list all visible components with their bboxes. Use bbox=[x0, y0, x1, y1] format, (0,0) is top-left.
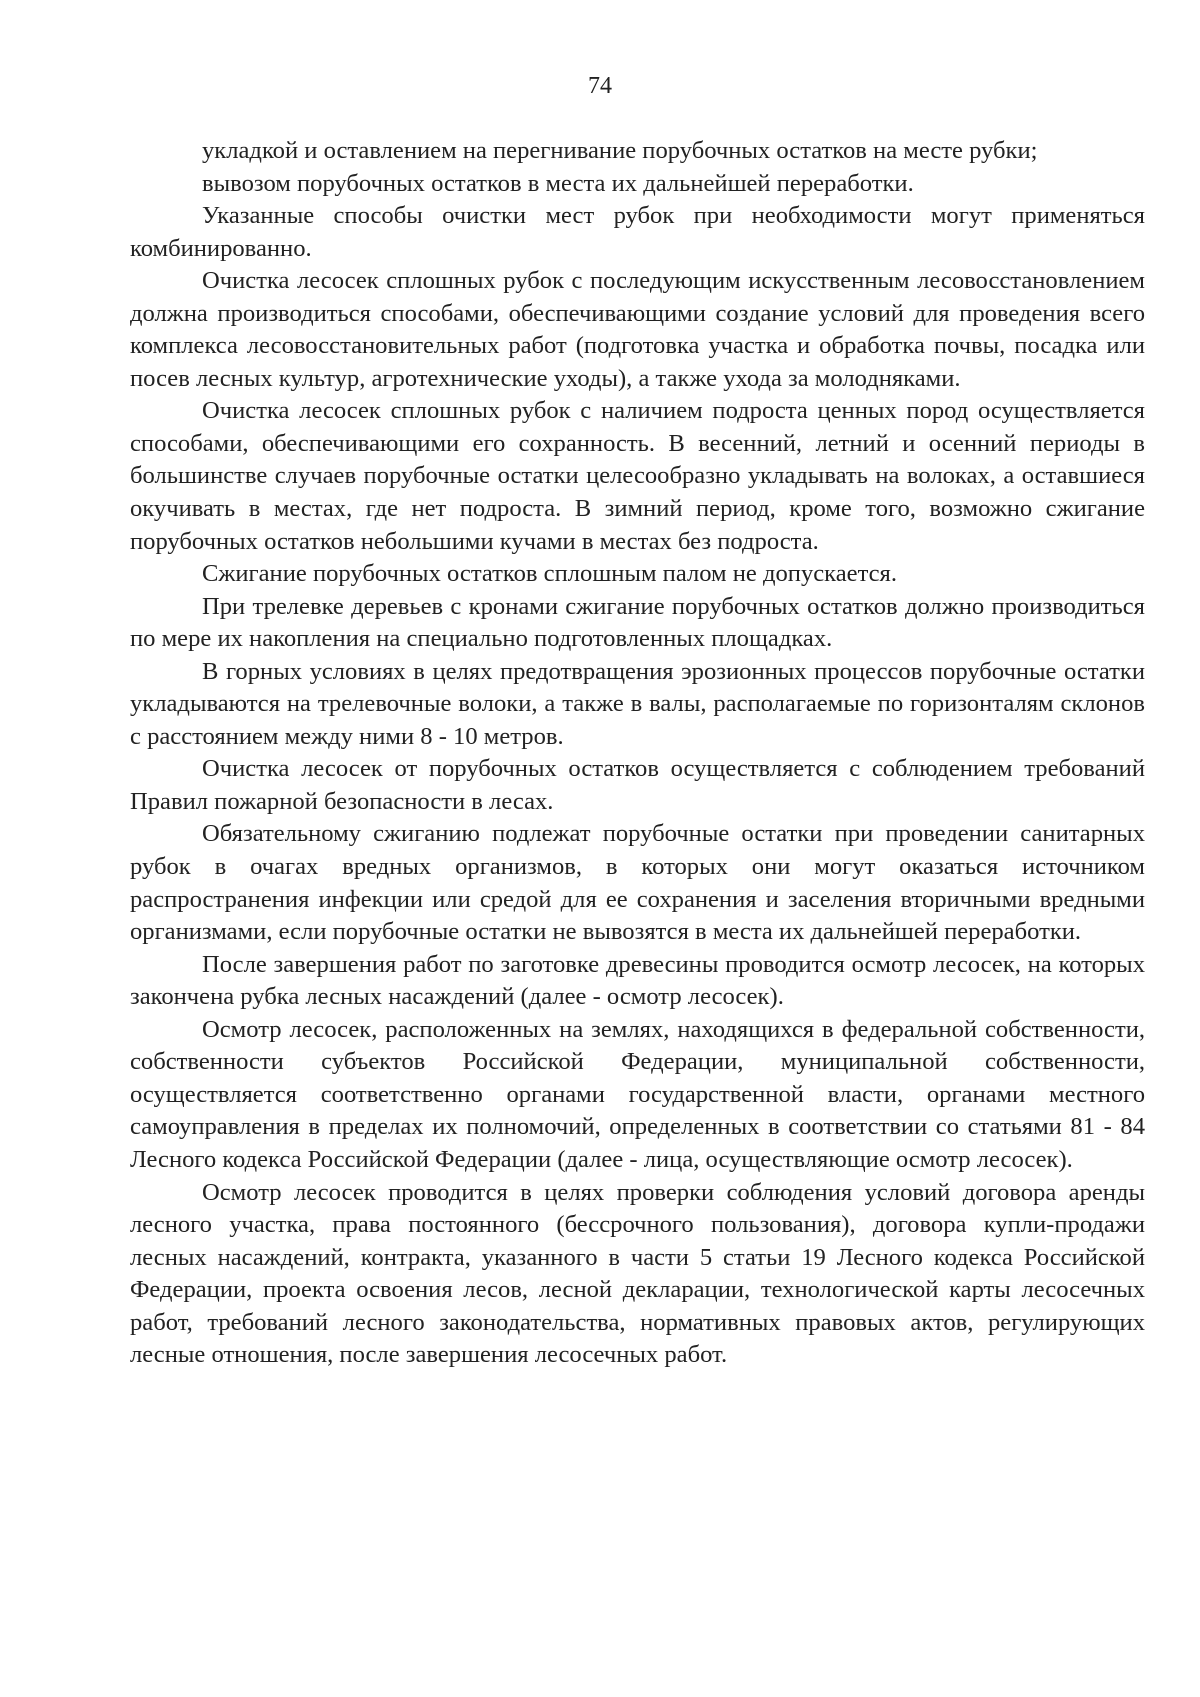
document-body bbox=[130, 135, 1145, 1372]
paragraph: Обязательному сжиганию подлежат порубочные остатки при проведении санитарных рубок в очагах вредных организмов, в которых они могут оказаться источником распространения инфекции или средой для ее сохранения и заселения вторичными вредными организмами, если порубочные остатки не вывозятся в места их дальнейшей переработки. bbox=[130, 820, 1145, 946]
paragraph: Осмотр лесосек проводится в целях проверки соблюдения условий договора аренды лесного участка, права постоянного (бессрочного пользования), договора купли-продажи лесных насаждений, контракта, указанного в части 5 статьи 19 Лесного кодекса Российской Федерации, проекта освоения лесов, лесной декларации, технологической карты лесосечных работ, требований лесного законодательства, нормативных правовых актов, регулирующих лесные отношения, после завершения лесосечных работ. bbox=[130, 1178, 1145, 1369]
paragraph: укладкой и оставлением на перегнивание порубочных остатков на месте рубки; bbox=[202, 137, 1038, 164]
paragraph: Осмотр лесосек, расположенных на землях, находящихся в федеральной собственности, собственности субъектов Российской Федерации, муниципальной собственности, осуществляется соответственно органами государственной власти, органами местного самоуправления в пределах их полномочий, определенных в соответствии со статьями 81 - 84 Лесного кодекса Российской Федерации (далее - лица, осуществляющие осмотр лесосек). bbox=[130, 1015, 1145, 1173]
paragraph: Сжигание порубочных остатков сплошным палом не допускается. bbox=[202, 560, 898, 588]
paragraph: Очистка лесосек сплошных рубок с наличием подроста ценных пород осуществляется способами, обеспечивающими его сохранность. В весенний, летний и осенний периоды в большинстве случаев порубочные остатки целесообразно укладывать на волоках, а оставшиеся окучивать в местах, где нет подроста. В зимний период, кроме того, возможно сжигание порубочных остатков небольшими кучами в местах без подроста. bbox=[130, 397, 1145, 555]
paragraph: После завершения работ по заготовке древесины проводится осмотр лесосек, на которых закончена рубка лесных насаждений (далее - осмотр лесосек). bbox=[130, 950, 1145, 1011]
paragraph: Указанные способы очистки мест рубок при необходимости могут применяться комбинированно. bbox=[130, 202, 1145, 262]
page-number: 74 bbox=[588, 73, 612, 99]
paragraph: В горных условиях в целях предотвращения эрозионных процессов порубочные остатки укладываются на трелевочные волоки, а также в валы, располагаемые по горизонталям склонов с расстоянием между ними 8 - 10 метров. bbox=[130, 657, 1145, 750]
paragraph: Очистка лесосек сплошных рубок с последующим искусственным лесовосстановлением должна производиться способами, обеспечивающими создание условий для проведения всего комплекса лесовосстановительных работ (подготовка участка и обработка почвы, посадка или посев лесных культур, агротехнические уходы), а также ухода за молодняками. bbox=[130, 267, 1145, 392]
paragraph: При трелевке деревьев с кронами сжигание порубочных остатков должно производиться по мере их накопления на специально подготовленных площадках. bbox=[130, 592, 1145, 653]
paragraph: вывозом порубочных остатков в места их дальнейшей переработки. bbox=[202, 169, 914, 197]
paragraph: Очистка лесосек от порубочных остатков осуществляется с соблюдением требований Правил пожарной безопасности в лесах. bbox=[130, 755, 1145, 815]
